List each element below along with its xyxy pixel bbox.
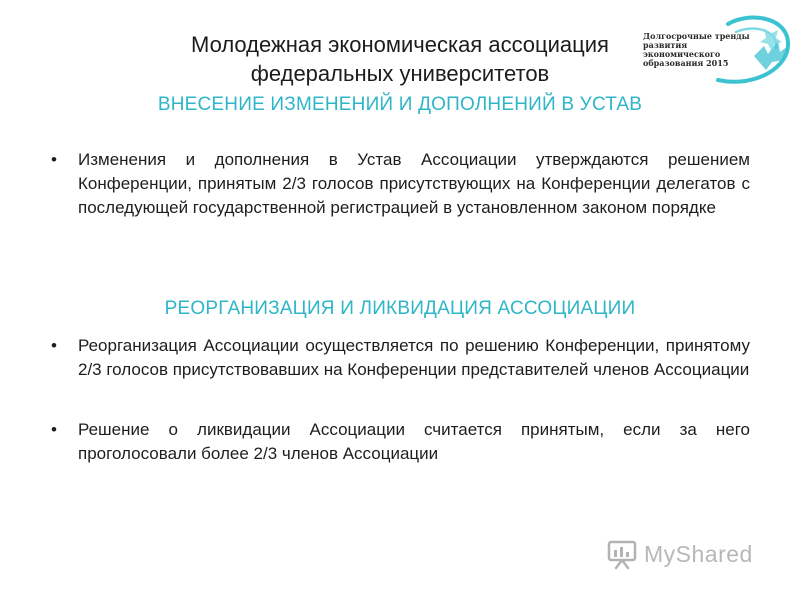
myshared-presentation-icon	[606, 538, 638, 570]
bullet-charter-amendments: • Изменения и дополнения в Устав Ассоциации утверждаются решением Конференции, принятым 2/3 голосов присутствующих на Конференции делегатов с последующей государственной регистрацией в установленном законом порядке	[78, 148, 750, 220]
bullet-reorganization: • Реорганизация Ассоциации осуществляется по решению Конференции, принятому 2/3 голосов присутствовавших на Конференции представителей членов Ассоциации	[78, 334, 750, 382]
section-heading-reorganization: РЕОРГАНИЗАЦИЯ И ЛИКВИДАЦИЯ АССОЦИАЦИИ	[164, 298, 636, 319]
section-heading-charter-amendments: ВНЕСЕНИЕ ИЗМЕНЕНИЙ И ДОПОЛНЕНИЙ В УСТАВ	[157, 94, 643, 115]
logo-line-2: развития	[643, 40, 688, 50]
logo-line-3: экономического	[643, 49, 721, 59]
slide-title-line-1: Молодежная экономическая ассоциация	[191, 32, 609, 57]
logo-line-4: образования 2015	[643, 58, 729, 68]
watermark-text: MyShared	[644, 540, 753, 567]
myshared-watermark	[606, 536, 766, 572]
logo-caption	[643, 31, 750, 68]
conference-logo	[636, 10, 796, 90]
logo-line-1: Долгосрочные тренды	[643, 31, 750, 41]
slide-title	[140, 30, 660, 88]
slide-title-line-2: федеральных университетов	[250, 61, 550, 86]
bullet-liquidation: • Решение о ликвидации Ассоциации считается принятым, если за него проголосовали более 2/3 членов Ассоциации	[78, 418, 750, 466]
